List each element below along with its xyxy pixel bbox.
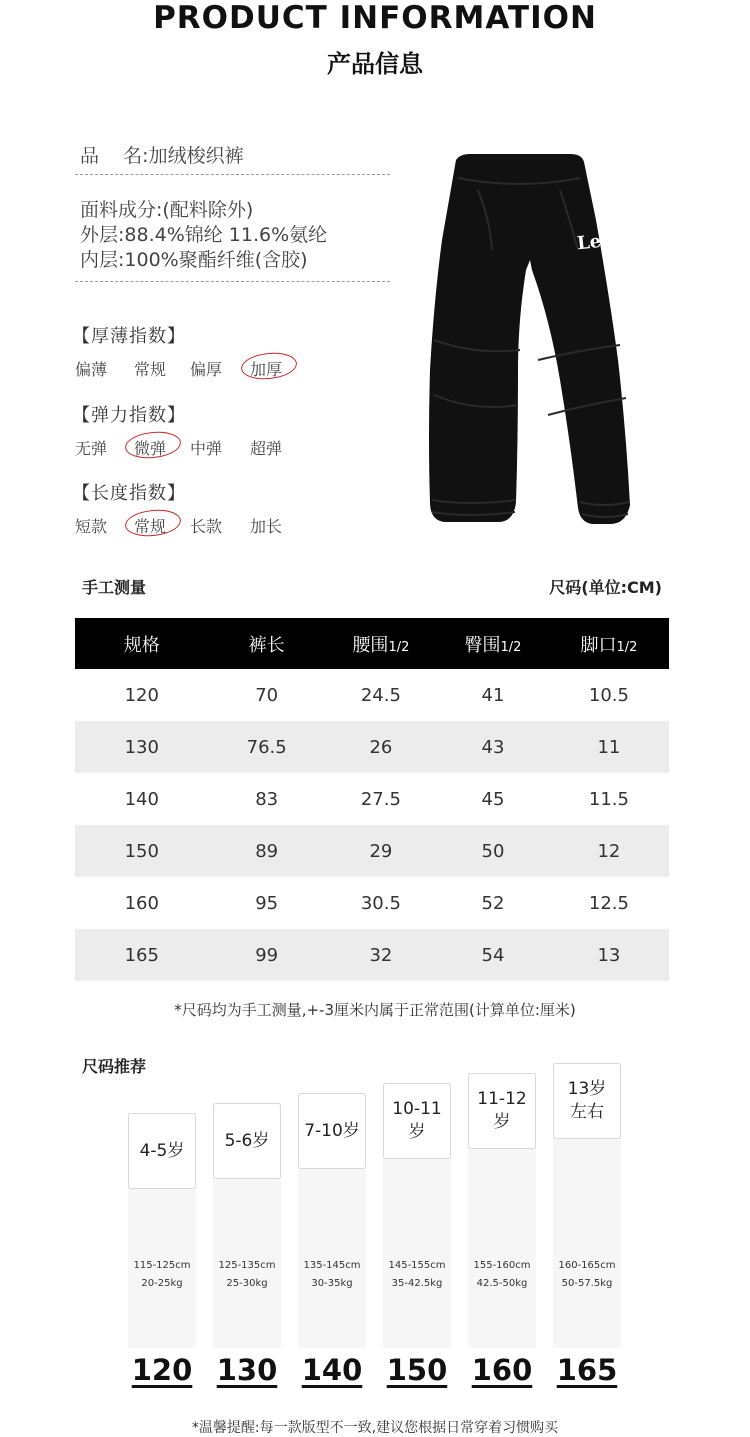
index-option: 常规 [134, 360, 167, 379]
table-cell: 140 [124, 788, 159, 810]
size-number: 130 [216, 1353, 278, 1387]
table-cell: 11.5 [588, 788, 629, 810]
weight-range: 50-57.5kg [561, 1278, 613, 1289]
table-cell: 45 [481, 788, 505, 810]
page-title-en: PRODUCT INFORMATION [153, 0, 597, 36]
table-cell: 11 [549, 721, 669, 773]
table-cell: 89 [209, 825, 325, 877]
age-label: 13岁 左右 [553, 1063, 621, 1139]
age-label: 7-10岁 [298, 1093, 366, 1169]
height-range: 135-145cm [303, 1260, 361, 1271]
footer-note: *温馨提醒:每一款版型不一致,建议您根据日常穿着习惯购买 [191, 1420, 559, 1436]
table-row [75, 669, 669, 721]
size-spec [213, 1257, 281, 1293]
size-number: 160 [471, 1353, 533, 1387]
fabric-inner: 内层:100%聚酯纤维(含胶) [80, 249, 308, 271]
table-header-cell: 臀围1/2 [437, 618, 549, 669]
table-cell: 24.5 [360, 684, 401, 706]
index-option: 短款 [75, 517, 108, 536]
table-cell: 29 [325, 825, 437, 877]
age-label: 5-6岁 [213, 1103, 281, 1179]
size-spec [468, 1257, 536, 1293]
selected-circle [240, 350, 298, 382]
page-title-cn: 产品信息 [327, 50, 423, 78]
table-cell: 150 [75, 825, 209, 877]
index-option: 加厚 [250, 360, 283, 379]
index-title: 【弹力指数】 [72, 405, 186, 426]
index-option: 无弹 [75, 439, 108, 458]
black-jogger-pants-icon [420, 150, 640, 530]
index-option: 偏厚 [190, 360, 223, 379]
size-number: 150 [386, 1353, 448, 1387]
measure-note: *尺码均为手工测量,+-3厘米内属于正常范围(计算单位:厘米) [174, 1001, 576, 1019]
index-option: 中弹 [190, 439, 223, 458]
age-label: 11-12岁 [468, 1073, 536, 1149]
table-cell: 30.5 [360, 892, 401, 914]
height-range: 125-135cm [218, 1260, 276, 1271]
table-cell: 41 [481, 684, 505, 706]
fabric-outer: 外层:88.4%锦纶 11.6%氨纶 [80, 224, 328, 246]
table-row [75, 825, 669, 877]
table-cell: 10.5 [588, 684, 629, 706]
table-cell: 52 [481, 892, 505, 914]
size-spec [383, 1257, 451, 1293]
height-range: 160-165cm [558, 1260, 616, 1271]
size-number: 120 [131, 1353, 193, 1387]
height-range: 145-155cm [388, 1260, 446, 1271]
index-option: 常规 [134, 517, 167, 536]
size-spec [128, 1257, 196, 1293]
measure-left-label: 手工测量 [82, 578, 147, 597]
index-option: 微弹 [134, 439, 167, 458]
table-cell: 32 [325, 929, 437, 981]
height-range: 155-160cm [473, 1260, 531, 1271]
index-option: 偏薄 [75, 360, 108, 379]
index-option: 长款 [190, 517, 223, 536]
size-spec [553, 1257, 621, 1293]
fabric-title: 面料成分:(配料除外) [80, 199, 254, 221]
size-spec [298, 1257, 366, 1293]
table-cell: 165 [75, 929, 209, 981]
divider [75, 281, 390, 282]
table-cell: 12.5 [588, 892, 629, 914]
table-row [75, 877, 669, 929]
index-title: 【长度指数】 [72, 483, 186, 504]
table-row [75, 721, 669, 773]
table-header-cell: 规格 [75, 618, 209, 669]
table-header-cell: 脚口1/2 [549, 618, 669, 669]
table-cell: 120 [124, 684, 159, 706]
product-name [80, 141, 244, 168]
table-cell: 54 [437, 929, 549, 981]
weight-range: 25-30kg [226, 1278, 268, 1289]
product-name-value: 加绒梭织裤 [148, 145, 244, 167]
size-number: 140 [301, 1353, 363, 1387]
table-row [75, 929, 669, 981]
table-cell: 13 [549, 929, 669, 981]
table-cell: 50 [437, 825, 549, 877]
table-cell: 95 [255, 892, 279, 914]
table-cell: 76.5 [209, 721, 325, 773]
index-option: 加长 [250, 517, 283, 536]
index-title: 【厚薄指数】 [72, 326, 186, 347]
table-cell: 43 [437, 721, 549, 773]
table-cell: 70 [255, 684, 279, 706]
table-cell: 99 [209, 929, 325, 981]
size-number: 165 [556, 1353, 618, 1387]
table-header-cell: 腰围1/2 [325, 618, 437, 669]
selected-circle [124, 429, 182, 461]
recommend-title: 尺码推荐 [82, 1057, 147, 1076]
table-header-row [75, 618, 669, 669]
product-image [420, 150, 640, 530]
size-table [75, 618, 669, 981]
age-label: 4-5岁 [128, 1113, 196, 1189]
lee-logo: Lee [576, 229, 614, 255]
index-option: 超弹 [250, 439, 283, 458]
table-cell: 83 [255, 788, 279, 810]
weight-range: 20-25kg [141, 1278, 183, 1289]
measure-unit-label: 尺码(单位:CM) [549, 578, 662, 597]
size-table-wrapper [75, 618, 669, 981]
height-range: 115-125cm [133, 1260, 191, 1271]
table-cell: 27.5 [360, 788, 401, 810]
table-cell: 160 [124, 892, 159, 914]
selected-circle [124, 507, 182, 539]
table-row [75, 773, 669, 825]
weight-range: 35-42.5kg [391, 1278, 443, 1289]
product-name-label: 品 名: [80, 145, 149, 167]
table-cell: 130 [75, 721, 209, 773]
table-cell: 12 [549, 825, 669, 877]
table-header-cell: 裤长 [209, 618, 325, 669]
age-label: 10-11岁 [383, 1083, 451, 1159]
divider [75, 174, 390, 175]
weight-range: 42.5-50kg [476, 1278, 528, 1289]
weight-range: 30-35kg [311, 1278, 353, 1289]
table-cell: 26 [325, 721, 437, 773]
